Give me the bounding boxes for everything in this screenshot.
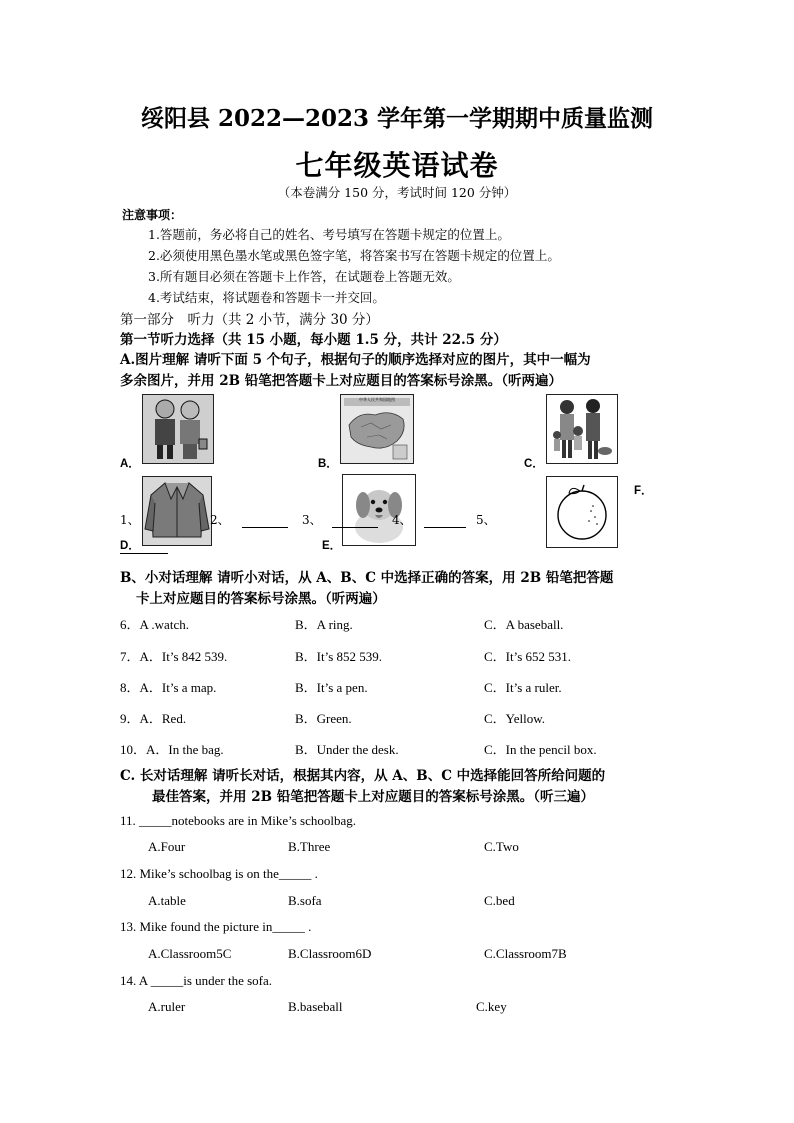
seq-5: 5、 (476, 513, 496, 527)
notice-item: 2.必须使用黑色墨水笔或黑色签字笔，将答案书写在答题卡规定的位置上。 (148, 248, 560, 263)
sectionC-instruction: C. 长对话理解 请听长对话，根据其内容，从 A、B、C 中选择能回答所给问题的 (120, 768, 606, 784)
score-note: （本卷满分 150 分，考试时间 120 分钟） (277, 185, 517, 200)
question-11-c: C.Two (484, 839, 519, 854)
picture-label-f: F． (634, 485, 653, 497)
section1-heading: 第一节听力选择（共 15 小题，每小题 1.5 分，共计 22.5 分） (120, 332, 507, 348)
question-14-b: B.baseball (288, 999, 343, 1014)
sectionC-instruction: 最佳答案，并用 2B 铅笔把答题卡上对应题目的答案标号涂黑。（听三遍） (152, 789, 594, 805)
notice-item: 1.答题前，务必将自己的姓名、考号填写在答题卡规定的位置上。 (148, 227, 510, 242)
question-14-a: A.ruler (148, 999, 186, 1014)
exam-title: 绥阳县 2022—2023 学年第一学期期中质量监测 (140, 105, 654, 132)
question-12-c: C.bed (484, 893, 515, 908)
question-9-a: 9．A．Red. (120, 711, 187, 726)
question-13: 13. Mike found the picture in_____ . (120, 919, 312, 934)
question-10-c: C．In the pencil box. (484, 742, 597, 757)
map-caption: 中华人民共和国地图 (359, 397, 395, 402)
question-11-a: A.Four (148, 839, 186, 854)
question-13-a: A.Classroom5C (148, 946, 232, 961)
question-8-c: C．It’s a ruler. (484, 680, 562, 695)
question-12-b: B.sofa (288, 893, 322, 908)
question-10-a: 10．A．In the bag. (120, 742, 224, 757)
picture-grandparents (142, 394, 214, 464)
question-11-b: B.Three (288, 839, 331, 854)
seq-4: 4、 (392, 511, 466, 528)
question-12-a: A.table (148, 893, 186, 908)
picture-label-d: D． (120, 540, 140, 552)
question-7-b: B．It’s 852 539. (295, 649, 383, 664)
picture-jacket (142, 476, 212, 546)
picture-orange (546, 476, 618, 548)
sectionB-instruction: 卡上对应题目的答案标号涂黑。（听两遍） (136, 591, 386, 607)
part1-heading: 第一部分 听力（共 2 小节，满分 30 分） (120, 312, 379, 328)
picture-puppy (342, 474, 416, 546)
picture-map (340, 394, 414, 464)
seq-5-blank (120, 553, 168, 554)
picture-family (546, 394, 618, 464)
seq-1: 1、 (120, 513, 140, 527)
exam-subtitle: 七年级英语试卷 (295, 149, 499, 182)
question-8-a: 8．A．It’s a map. (120, 680, 217, 695)
question-14-c: C.key (476, 999, 507, 1014)
question-11: 11. _____notebooks are in Mike’s schoolbag. (120, 813, 357, 828)
question-13-b: B.Classroom6D (288, 946, 372, 961)
picture-label-b: B． (318, 458, 338, 470)
picture-label-c: C． (524, 458, 544, 470)
question-6-b: B．A ring. (295, 617, 353, 632)
question-13-c: C.Classroom7B (484, 946, 567, 961)
notice-heading: 注意事项： (122, 208, 183, 222)
question-6-a: 6．A .watch. (120, 617, 189, 632)
notice-item: 3.所有题目必须在答题卡上作答，在试题卷上答题无效。 (148, 269, 460, 284)
picture-label-a: A． (120, 458, 140, 470)
sectionB-instruction: B、小对话理解 请听小对话，从 A、B、C 中选择正确的答案，用 2B 铅笔把答题 (120, 570, 614, 586)
question-10-b: B．Under the desk. (295, 742, 399, 757)
notice-item: 4.考试结束，将试题卷和答题卡一并交回。 (148, 290, 385, 305)
question-8-b: B．It’s a pen. (295, 680, 368, 695)
question-12: 12. Mike’s schoolbag is on the_____ . (120, 866, 318, 881)
sectionA-instruction: A.图片理解 请听下面 5 个句子，根据句子的顺序选择对应的图片，其中一幅为 (120, 352, 591, 368)
question-7-c: C．It’s 652 531. (484, 649, 572, 664)
question-9-c: C．Yellow. (484, 711, 546, 726)
sectionA-instruction: 多余图片，并用 2B 铅笔把答题卡上对应题目的答案标号涂黑。（听两遍） (120, 373, 562, 389)
seq-3: 3、 (302, 511, 378, 528)
question-14: 14. A _____is under the sofa. (120, 973, 273, 988)
question-9-b: B．Green. (295, 711, 352, 726)
picture-label-e: E． (322, 540, 342, 552)
question-7-a: 7．A．It’s 842 539. (120, 649, 228, 664)
seq-2: 2、 (210, 511, 288, 528)
question-6-c: C．A baseball. (484, 617, 564, 632)
